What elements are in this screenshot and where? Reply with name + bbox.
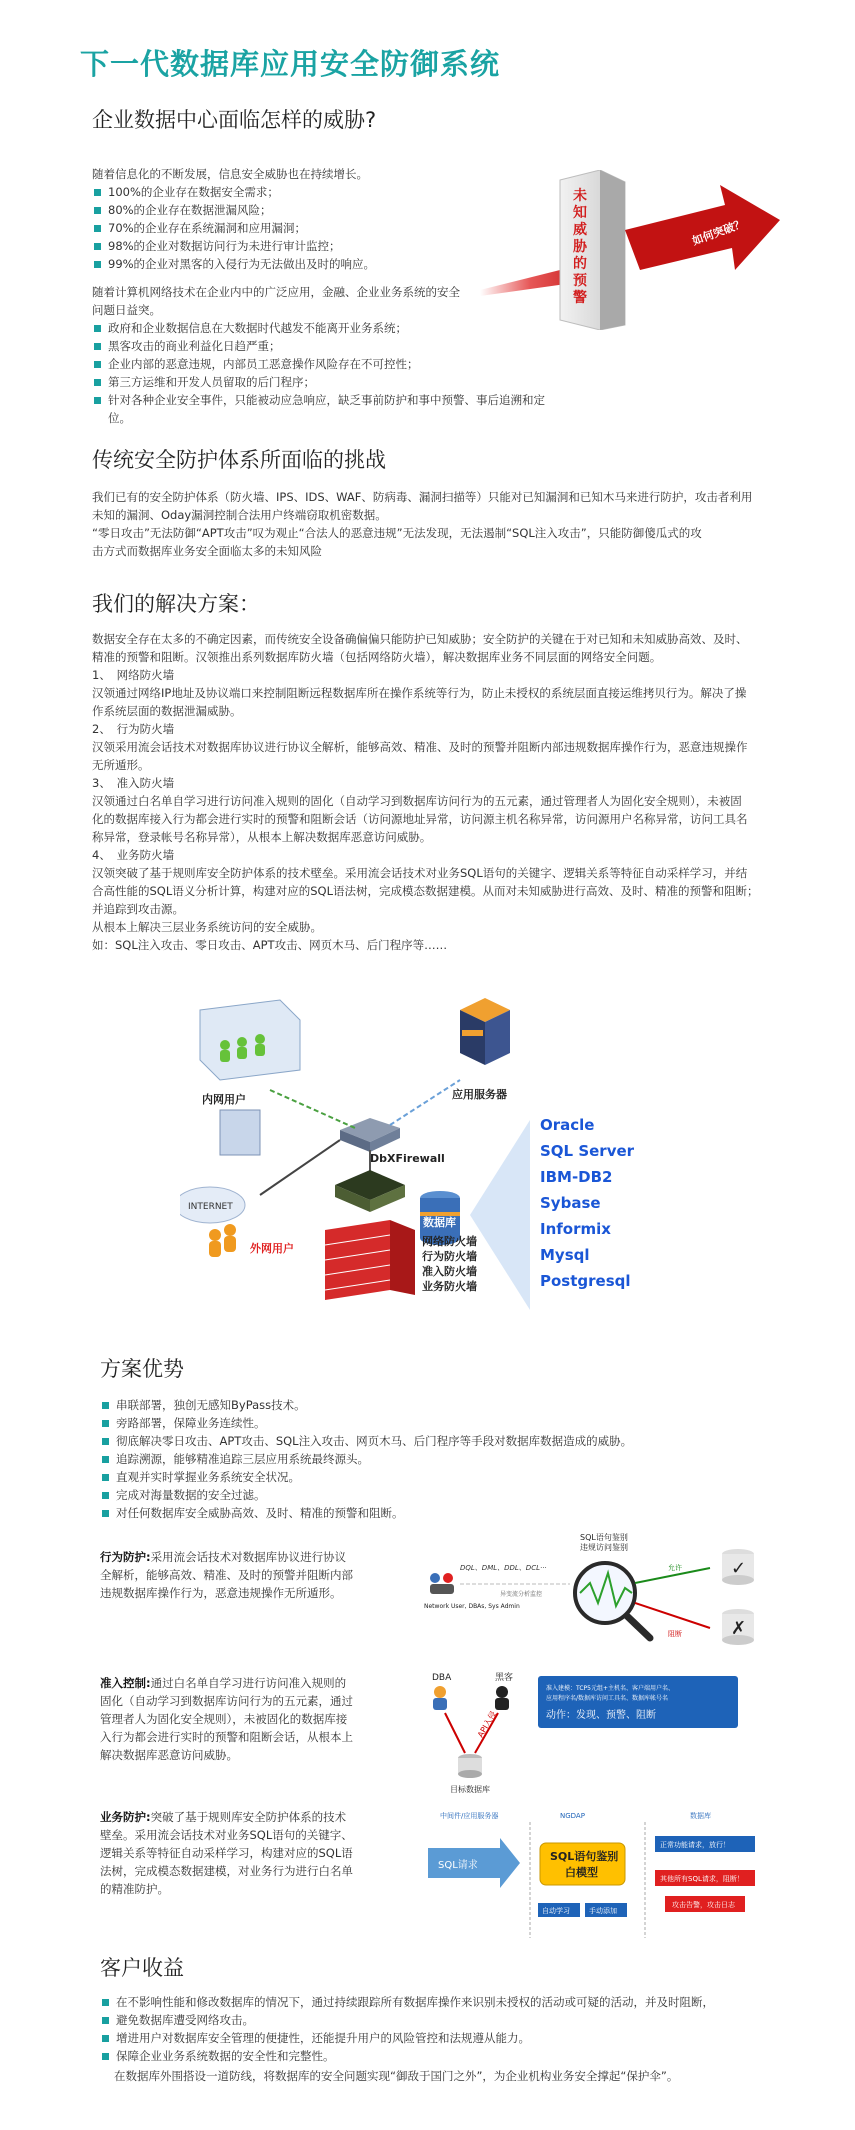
- solution-line: 精准的预警和阻断。汉领推出系列数据库防火墙（包括网络防火墙），解决数据库业务不同层面的网络安全问题。: [92, 650, 662, 664]
- inner-user-label: 内网用户: [202, 1093, 246, 1106]
- b3-bad: 其他所有SQL请求，阻断！: [660, 1875, 744, 1883]
- section-heading-solutions: 我们的解决方案：: [92, 592, 260, 616]
- b2-attack: API入侵: [475, 1709, 499, 1739]
- business-label: 业务防护:: [100, 1810, 151, 1824]
- access-line: 通过白名单自学习进行访问准入规则的: [150, 1676, 347, 1690]
- advantage-item: 彻底解决零日攻击、APT攻击、SQL注入攻击、网页木马、后门程序等手段对数据库数据造成的威胁。: [100, 1432, 780, 1450]
- outer-users-icon: [209, 1224, 236, 1257]
- database-name: Mysql: [540, 1246, 590, 1264]
- business-line: 逻辑关系等特征自动采样学习，构建对应的SQL语: [100, 1846, 353, 1860]
- behavior-line: 违规数据库操作行为，恶意违规操作无所遁形。: [100, 1586, 342, 1600]
- b1-top2: 违规访问鉴别: [580, 1543, 628, 1552]
- threat-risk-item: 第三方运维和开发人员留取的后门程序；: [92, 373, 552, 391]
- internet-label: INTERNET: [188, 1202, 233, 1212]
- b2-box3: 动作：发现、预警、阻断: [546, 1710, 656, 1721]
- business-line: 壁垒。采用流会话技术对业务SQL语句的关键字、: [100, 1828, 353, 1842]
- advantage-item: 追踪溯源，能够精准追踪三层应用系统最终源头。: [100, 1450, 780, 1468]
- app-server-icon: [460, 998, 510, 1065]
- access-line: 管理者人为固化安全规则），未被固化的数据库接: [100, 1712, 348, 1726]
- b3-ok: 正常功能请求，放行！: [660, 1841, 730, 1849]
- b3-auto: 自动学习: [542, 1907, 570, 1915]
- threat-char: 知: [573, 205, 587, 221]
- advantage-item: 对任何数据库安全威胁高效、及时、精准的预警和阻断。: [100, 1504, 780, 1522]
- hacker-icon: [496, 1686, 508, 1698]
- firewall-type-label: 业务防火墙: [422, 1280, 477, 1293]
- solution-line: 汉领采用流会话技术对数据库协议进行协议全解析，能够高效、精准、及时的预警并阻断内部违规数据库操作行为，恶意违规操作: [92, 740, 748, 754]
- b1-sub: 异变流分析监控: [500, 1591, 543, 1598]
- link-outer: [260, 1140, 340, 1195]
- database-list: [540, 1116, 635, 1290]
- solution-line: 2、 行为防火墙: [92, 722, 175, 736]
- benefit-item: 在不影响性能和修改数据库的情况下，通过持续跟踪所有数据库操作来识别未授权的活动或可疑的活动，并及时阻断，: [100, 1993, 800, 2011]
- threat-risk-item: 黑客攻击的商业利益化日趋严重；: [92, 337, 552, 355]
- challenge-line: “零日攻击”无法防御“APT攻击”叹为观止“合法人的恶意违规”无法发现，无法遏制“SQL注入攻击”，只能防御傻瓜式的攻: [92, 526, 702, 540]
- behavior-line: 全解析，能够高效、精准、及时的预警并阻断内部: [100, 1568, 353, 1582]
- advantage-item: 直观并实时掌握业务系统安全状况。: [100, 1468, 780, 1486]
- database-name: Postgresql: [540, 1272, 631, 1290]
- b2-box1: 准入建模：TCP5元组+主机名、客户端用户名、: [546, 1685, 674, 1692]
- behavior-paragraph: [100, 1548, 390, 1602]
- link-inner: [270, 1090, 355, 1128]
- b3-col2: NGDAP: [560, 1812, 585, 1820]
- inner-user-room: [200, 1000, 300, 1080]
- business-line: 突破了基于规则库安全防护体系的技术: [150, 1810, 347, 1824]
- section-heading-threats: 企业数据中心面临怎样的威胁?: [92, 108, 377, 132]
- section-heading-challenges: 传统安全防护体系所面临的挑战: [92, 448, 386, 472]
- b1-top: SQL语句鉴别: [580, 1533, 628, 1542]
- database-fan: [470, 1120, 530, 1310]
- access-control-graphic: [420, 1668, 780, 1798]
- business-line: 法树，完成模态数据建模，对业务行为进行白名单: [100, 1864, 353, 1878]
- business-protection-graphic: [420, 1808, 780, 1948]
- b3-model1: SQL语句鉴别: [550, 1850, 619, 1863]
- threats-intro: 随着信息化的不断发展，信息安全威胁也在持续增长。: [92, 167, 368, 181]
- threat-char: 胁: [573, 239, 587, 255]
- b3-col1: 中间件/应用服务器: [440, 1812, 499, 1820]
- threats-risk-list: [92, 319, 552, 427]
- arrow-label: 如何突破？: [690, 216, 747, 248]
- b3-col3: 数据库: [690, 1812, 711, 1820]
- access-line: 固化（自动学习到数据库访问行为的五元素，通过: [100, 1694, 353, 1708]
- access-line: 入行为都会进行实时的预警和阻断会话，从根本上: [100, 1730, 353, 1744]
- b3-alarm: 攻击告警，攻击日志: [672, 1901, 735, 1909]
- solution-line: 化的数据库接入行为都会进行实时的预警和阻断会话（访问源地址异常，访问源主机名称异常，访问源用户名称异常，访问工具名: [92, 812, 748, 826]
- block-db-icon: [722, 1609, 754, 1645]
- solution-line: 如：SQL注入攻击、零日攻击、APT攻击、网页木马、后门程序等……: [92, 938, 448, 952]
- threat-stat-item: 99%的企业对黑客的入侵行为无法做出及时的响应。: [92, 255, 552, 273]
- dba-icon: [434, 1686, 446, 1698]
- threat-stat-item: 100%的企业存在数据安全需求；: [92, 183, 552, 201]
- threat-risk-item: 企业内部的恶意违规，内部员工恶意操作风险存在不可控性；: [92, 355, 552, 373]
- access-label: 准入控制:: [100, 1676, 151, 1690]
- gate-icon: [220, 1110, 260, 1155]
- solutions-text: [92, 630, 792, 954]
- threat-stat-item: 70%的企业存在系统漏洞和应用漏洞；: [92, 219, 552, 237]
- solution-line: 数据安全存在太多的不确定因素，而传统安全设备确偏偏只能防护已知威胁；安全防护的关键在于对已知和未知威胁高效、及时、: [92, 632, 748, 646]
- app-server-label: 应用服务器: [452, 1088, 507, 1101]
- benefit-item: 保障企业业务系统数据的安全性和完整性。: [100, 2047, 800, 2065]
- solution-line: 汉领突破了基于规则库安全防护体系的技术壁垒。采用流会话技术对业务SQL语句的关键字、逻辑关系等特征自动采样学习，并结: [92, 866, 748, 880]
- challenge-line: 未知的漏洞、Oday漏洞控制合法用户终端窃取机密数据。: [92, 508, 387, 522]
- threat-risk-item: 针对各种企业安全事件，只能被动应急响应，缺乏事前防护和事中预警、事后追溯和定位。: [92, 391, 552, 427]
- outer-user-label: 外网用户: [250, 1242, 294, 1255]
- firewall-type-label: 行为防火墙: [422, 1250, 477, 1263]
- b3-model2: 白模型: [565, 1866, 598, 1879]
- closing-text: 在数据库外围搭设一道防线，将数据库的安全问题实现“御敌于国门之外”，为企业机构业务安全撑起“保护伞”。: [114, 2069, 679, 2083]
- solution-line: 汉领通过白名单自学习进行访问准入规则的固化（自动学习到数据库访问行为的五元素，通过管理者人为固化安全规则），未被固: [92, 794, 742, 808]
- advantage-item: 完成对海量数据的安全过滤。: [100, 1486, 780, 1504]
- database-name: IBM-DB2: [540, 1168, 613, 1186]
- behavior-label: 行为防护:: [100, 1550, 151, 1564]
- svg-text:✗: ✗: [731, 1618, 747, 1639]
- threat-char: 警: [573, 290, 587, 306]
- wall-side: [600, 170, 625, 330]
- solution-line: 并追踪到攻击源。: [92, 902, 184, 916]
- solution-line: 4、 业务防火墙: [92, 848, 175, 862]
- benefits-list: [100, 1993, 800, 2065]
- advantages-list: [100, 1396, 780, 1522]
- page-title: 下一代数据库应用安全防御系统: [80, 47, 501, 81]
- firewall-type-label: 准入防火墙: [422, 1265, 477, 1278]
- solution-line: 合高性能的SQL语义分析计算，构建对应的SQL语法树，完成模态数据建模。从而对未知威胁进行高效、及时、精准的预警和阻断；: [92, 884, 759, 898]
- b1-cmd: DQL、DML、DDL、DCL···: [460, 1564, 547, 1572]
- b1-block: 阻断: [668, 1630, 682, 1638]
- threat-char: 预: [573, 273, 587, 289]
- brick-wall-icon: [325, 1220, 415, 1300]
- b2-hacker: 黑客: [495, 1673, 514, 1683]
- unknown-threat-graphic: [480, 170, 800, 330]
- network-users-icon: [430, 1573, 454, 1594]
- network-diagram: [180, 990, 700, 1310]
- firewall-name-label: DbXFirewall: [370, 1152, 445, 1165]
- database-name: Informix: [540, 1220, 611, 1238]
- section-heading-advantages: 方案优势: [100, 1357, 184, 1381]
- threat-char: 未: [573, 188, 587, 204]
- database-name: SQL Server: [540, 1142, 635, 1160]
- threat-risk-item: 政府和企业数据信息在大数据时代越发不能离开业务系统；: [92, 319, 552, 337]
- solution-line: 称异常，登录帐号名称异常），从根本上解决数据库恶意访问威胁。: [92, 830, 432, 844]
- firewall-type-label: 网络防火墙: [422, 1235, 477, 1248]
- allow-db-icon: [722, 1549, 754, 1585]
- red-arrow-right: [625, 185, 780, 270]
- threat-stat-item: 80%的企业存在数据泄漏风险；: [92, 201, 552, 219]
- b3-sql: SQL请求: [438, 1860, 478, 1871]
- b1-allow: 允许: [668, 1564, 682, 1572]
- solution-line: 3、 准入防火墙: [92, 776, 175, 790]
- behavior-protection-graphic: [420, 1528, 780, 1648]
- solution-line: 作系统层面的数据泄漏威胁。: [92, 704, 242, 718]
- behavior-line: 采用流会话技术对数据库协议进行协议: [150, 1550, 347, 1564]
- challenges-text: [92, 488, 792, 560]
- access-line: 解决数据库恶意访问威胁。: [100, 1748, 238, 1762]
- b3-manual: 手动添加: [589, 1907, 617, 1915]
- solution-line: 无所遁形。: [92, 758, 150, 772]
- solution-line: 汉领通过网络IP地址及协议端口来控制阻断远程数据库所在操作系统等行为，防止未授权的系统层面直接运维拷贝行为。解决了操: [92, 686, 747, 700]
- business-line: 的精准防护。: [100, 1882, 169, 1896]
- b2-box2: 应用程序名/数据库访问工具名、数据库帐号名: [546, 1695, 669, 1702]
- advantage-item: 串联部署，独创无感知ByPass技术。: [100, 1396, 780, 1414]
- threat-char: 威: [573, 222, 587, 238]
- threat-vertical-text: [573, 187, 588, 306]
- section-heading-benefits: 客户收益: [100, 1956, 184, 1980]
- benefit-item: 避免数据库遭受网络攻击。: [100, 2011, 800, 2029]
- access-paragraph: [100, 1674, 390, 1764]
- business-paragraph: [100, 1808, 390, 1898]
- target-db-icon: [458, 1754, 482, 1778]
- challenge-line: 击方式而数据库业务安全面临太多的未知风险: [92, 544, 322, 558]
- challenge-line: 我们已有的安全防护体系（防火墙、IPS、IDS、WAF、防病毒、漏洞扫描等）只能对已知漏洞和已知木马来进行防护，攻击者利用: [92, 490, 753, 504]
- access-control-text: [100, 1674, 390, 1764]
- b2-dba: DBA: [432, 1673, 452, 1683]
- threat-stat-item: 98%的企业对数据访问行为未进行审计监控；: [92, 237, 552, 255]
- advantage-item: 旁路部署，保障业务连续性。: [100, 1414, 780, 1432]
- threats-intro2b: 问题日益突。: [92, 303, 161, 317]
- b2-target: 目标数据库: [450, 1785, 490, 1794]
- behavior-protection-text: [100, 1548, 390, 1602]
- threat-char: 的: [573, 256, 587, 272]
- database-name: Oracle: [540, 1116, 595, 1134]
- threats-intro2a: 随着计算机网络技术在企业内中的广泛应用，金融、企业业务系统的安全: [92, 285, 460, 299]
- svg-text:✓: ✓: [731, 1558, 747, 1579]
- link-app: [390, 1080, 460, 1125]
- solution-line: 1、 网络防火墙: [92, 668, 175, 682]
- database-name: Sybase: [540, 1194, 601, 1212]
- firewall-types: [422, 1234, 477, 1293]
- b1-user: Network User, DBAs, Sys Admin: [424, 1603, 520, 1610]
- database-label: 数据库: [423, 1216, 456, 1229]
- solution-line: 从根本上解决三层业务系统访问的安全威胁。: [92, 920, 322, 934]
- internet-cloud-icon: [180, 1187, 245, 1223]
- benefit-item: 增进用户对数据库安全管理的便捷性，还能提升用户的风险管控和法规遵从能力。: [100, 2029, 800, 2047]
- business-protection-text: [100, 1808, 390, 1898]
